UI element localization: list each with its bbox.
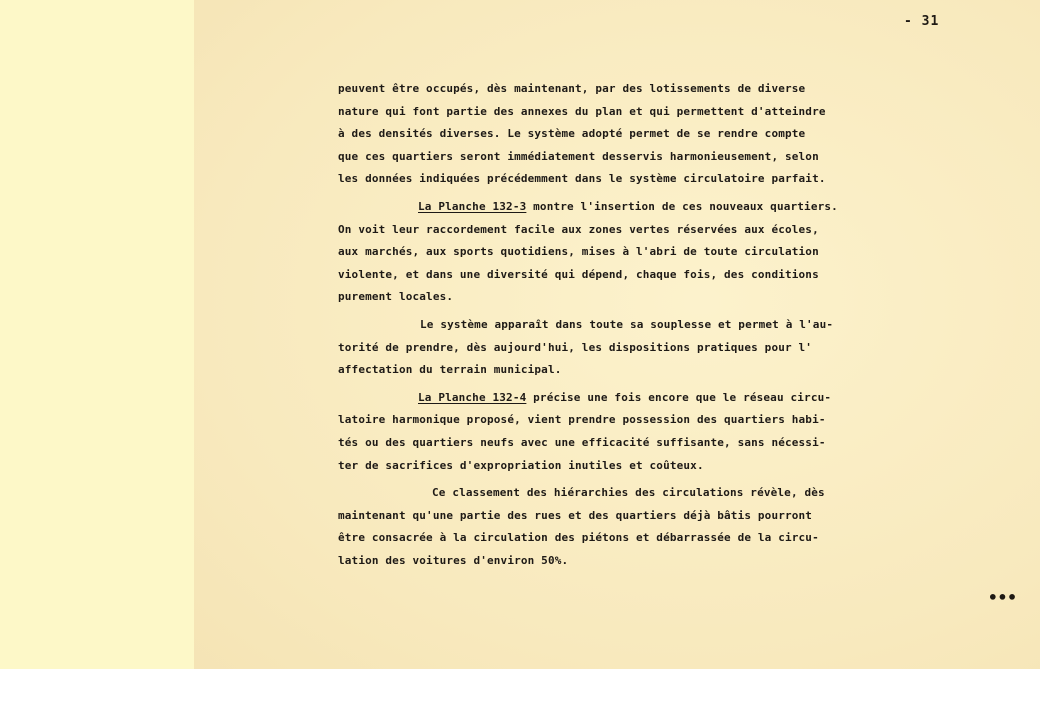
text-line: On voit leur raccordement facile aux zones vertes réservées aux écoles,	[338, 222, 819, 236]
text-line: à des densités diverses. Le système adopté permet de se rendre compte	[338, 127, 806, 141]
text-line: peuvent être occupés, dès maintenant, par des lotissements de diverse	[338, 82, 806, 95]
paragraph-1	[338, 78, 928, 191]
text-line: torité de prendre, dès aujourd'hui, les dispositions pratiques pour l'	[338, 340, 813, 354]
page-number: - 31	[904, 14, 940, 29]
more-icon[interactable]: •••	[988, 588, 1017, 607]
text-line	[338, 387, 928, 410]
text-line: ter de sacrifices d'expropriation inutiles et coûteux.	[338, 458, 704, 472]
paragraph-2	[338, 196, 928, 309]
text-line: maintenant qu'une partie des rues et des quartiers déjà bâtis pourront	[338, 508, 813, 522]
text-line: les données indiquées précédemment dans le système circulatoire parfait.	[338, 172, 826, 186]
planche-reference: La Planche 132-3	[418, 199, 527, 213]
text-line: affectation du terrain municipal.	[338, 363, 562, 377]
text-line	[338, 196, 928, 219]
text-line: aux marchés, aux sports quotidiens, mises à l'abri de toute circulation	[338, 245, 819, 259]
text-line: que ces quartiers seront immédiatement desservis harmonieusement, selon	[338, 149, 819, 163]
document-body	[338, 78, 928, 572]
text-line: tés ou des quartiers neufs avec une efficacité suffisante, sans nécessi-	[338, 435, 826, 449]
text-line-rest: précise une fois encore que le réseau circu-	[526, 390, 832, 404]
planche-reference: La Planche 132-4	[418, 390, 527, 404]
text-line: Le système apparaît dans toute sa souplesse et permet à l'au-	[420, 317, 834, 331]
left-margin-strip	[0, 0, 194, 669]
text-line: lation des voitures d'environ 50%.	[338, 553, 569, 567]
paragraph-3	[338, 314, 928, 382]
text-line: Ce classement des hiérarchies des circulations révèle, dès	[432, 486, 825, 500]
paragraph-4	[338, 387, 928, 477]
text-line-rest: montre l'insertion de ces nouveaux quartiers.	[526, 199, 838, 213]
text-line: purement locales.	[338, 290, 454, 304]
paragraph-5	[338, 482, 928, 572]
text-line: latoire harmonique proposé, vient prendre possession des quartiers habi-	[338, 413, 826, 427]
text-line: nature qui font partie des annexes du plan et qui permettent d'atteindre	[338, 104, 826, 118]
text-line: violente, et dans une diversité qui dépend, chaque fois, des conditions	[338, 267, 819, 281]
text-line: être consacrée à la circulation des piétons et débarrassée de la circu-	[338, 531, 819, 545]
